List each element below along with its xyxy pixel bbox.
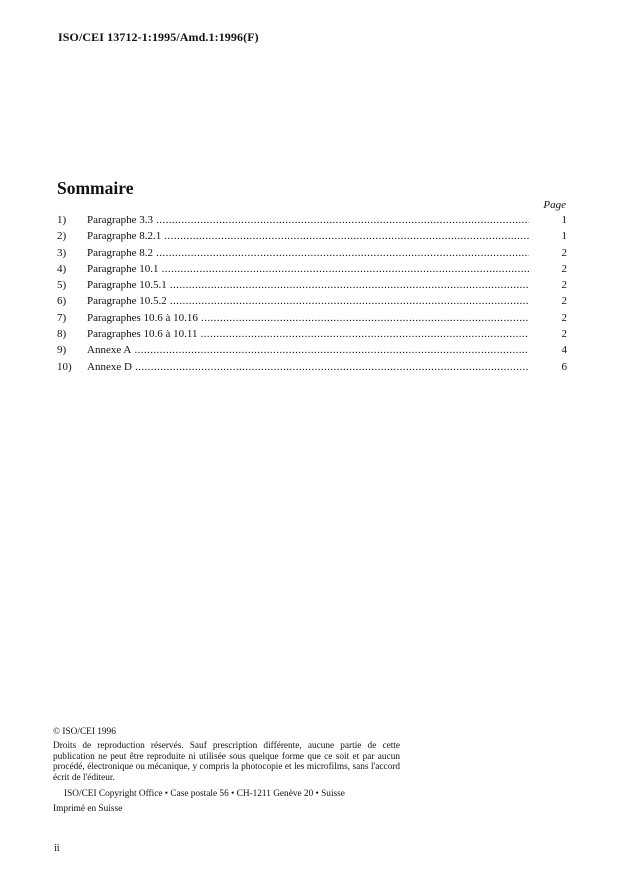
- toc-entry: [57, 310, 567, 326]
- toc-entry-number: 5): [57, 279, 67, 292]
- toc-entry-label: Paragraphe 8.2.1 .....: [87, 228, 529, 244]
- copyright-line: © ISO/CEI 1996: [53, 727, 116, 737]
- toc-entry-label: Paragraphe 10.5.1 .....: [87, 277, 529, 293]
- toc-entry-page: 1: [561, 214, 567, 226]
- page-column-label: Page: [543, 199, 566, 211]
- toc-entry-number: 10): [57, 360, 72, 373]
- toc-entry-page: 4: [561, 344, 567, 357]
- document-header: ISO/CEI 13712-1:1995/Amd.1:1996(F): [58, 30, 259, 44]
- toc-entry-page: 6: [561, 360, 567, 373]
- toc-entry: [57, 228, 567, 244]
- toc-entry-label: Paragraphe 8.2 .....: [87, 245, 529, 261]
- toc-entry: [57, 277, 567, 293]
- toc-entry-page: 2: [561, 311, 567, 324]
- toc-entry: [57, 342, 567, 358]
- toc-entry: [57, 245, 567, 261]
- toc-entry-label: Paragraphes 10.6 à 10.11 .....: [87, 326, 529, 342]
- toc-entry-page: 2: [561, 328, 567, 341]
- toc-entry-label: Paragraphe 10.5.2 .....: [87, 293, 529, 309]
- toc-entry-number: 8): [57, 328, 67, 341]
- toc-entry-label: Paragraphe 3.3 .....: [87, 212, 529, 228]
- toc-entry: [57, 261, 567, 277]
- toc-entry-page: 2: [561, 246, 567, 259]
- toc-entry: [57, 326, 567, 342]
- copyright-office-address: ISO/CEI Copyright Office • Case postale 56 • CH-1211 Genève 20 • Suisse: [64, 788, 345, 799]
- page-number: ii: [54, 843, 60, 854]
- toc-entry-label: Paragraphes 10.6 à 10.16 .....: [87, 310, 529, 326]
- page-title: Sommaire: [57, 178, 134, 198]
- toc-entry-page: 2: [561, 262, 567, 275]
- toc-entry-label: Annexe A .....: [87, 342, 529, 358]
- table-of-contents: [57, 212, 567, 375]
- toc-entry-number: 9): [57, 344, 67, 357]
- toc-entry: [57, 293, 567, 309]
- copyright-notice: [53, 727, 400, 815]
- toc-entry-page: 2: [561, 279, 567, 292]
- toc-entry-number: 1): [57, 214, 67, 226]
- toc-entry: [57, 359, 567, 375]
- toc-entry-label: Annexe D .....: [87, 359, 529, 375]
- toc-entry-number: 7): [57, 311, 67, 324]
- toc-entry-number: 3): [57, 246, 67, 259]
- reproduction-rights: Droits de reproduction réservés. Sauf prescription différente, aucune partie de cette publication ne peut être reproduite ni utilisée sous quelque forme que ce soit et par aucun procédé, électronique ou mécanique, y compris la photocopie et les microfilms, sans l'accord écrit de l'éditeur.: [53, 740, 400, 784]
- toc-entry-number: 2): [57, 230, 67, 243]
- toc-entry-number: 6): [57, 295, 67, 308]
- toc-entry-page: 2: [561, 295, 567, 308]
- toc-entry-page: 1: [561, 230, 567, 243]
- toc-entry: [57, 212, 567, 228]
- printed-in: Imprimé en Suisse: [53, 803, 123, 814]
- toc-entry-number: 4): [57, 262, 67, 275]
- toc-entry-label: Paragraphe 10.1 .....: [87, 261, 529, 277]
